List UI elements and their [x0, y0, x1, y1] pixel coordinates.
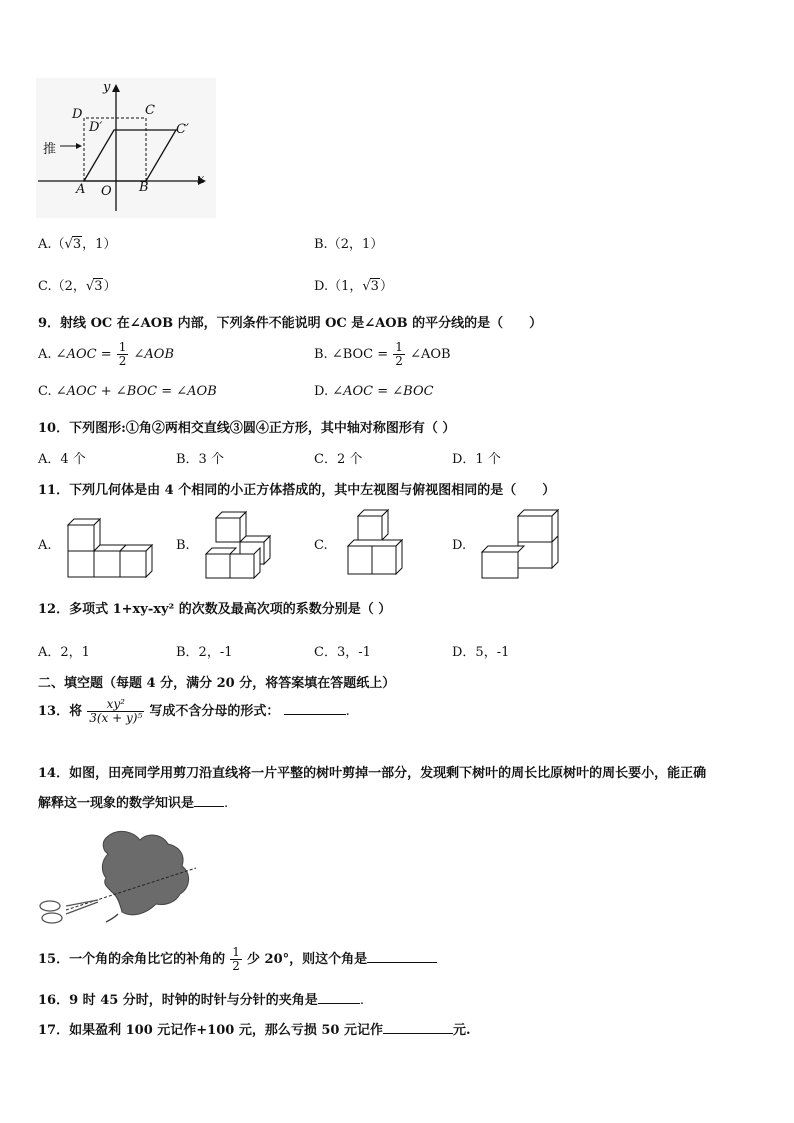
q14-line2: 解释这一现象的数学知识是 .: [38, 796, 229, 811]
leaf-scissors-figure: [36, 824, 206, 924]
q16: 16．9 时 45 分时，时钟的时针与分针的夹角是 .: [38, 993, 364, 1008]
label-C-prime: C′: [176, 122, 189, 137]
q16-answer-blank[interactable]: [318, 1003, 360, 1004]
q12-option-b[interactable]: B．2，-1: [176, 645, 233, 660]
label-D: D: [72, 107, 83, 122]
q14-line1: 14．如图，田亮同学用剪刀沿直线将一片平整的树叶剪掉一部分，发现剩下树叶的周长比原树叶的周长要小，能正确: [38, 766, 707, 781]
q15-answer-blank[interactable]: [367, 962, 437, 963]
q10-option-d[interactable]: D．1 个: [452, 452, 501, 467]
q8-option-d[interactable]: D.（1，√3）: [314, 279, 393, 294]
coordinate-figure: [36, 78, 216, 218]
q15: 15．一个角的余角比它的补角的 $\frac{1}{2}$ 少 20°，则这个角是: [38, 946, 437, 973]
cube-figure-d: [480, 508, 564, 580]
q9-option-c[interactable]: C. ∠AOC + ∠BOC = ∠AOB: [38, 384, 217, 399]
q13-answer-blank[interactable]: [284, 714, 346, 715]
q12-option-c[interactable]: C．3，-1: [314, 645, 371, 660]
q8-option-b[interactable]: B.（2，1）: [314, 237, 384, 252]
q12-option-d[interactable]: D．5，-1: [452, 645, 510, 660]
q8-option-c[interactable]: C.（2，√3）: [38, 279, 117, 294]
section-heading: 二、填空题（每题 4 分，满分 20 分，将答案填在答题纸上）: [38, 676, 396, 691]
q11-option-c[interactable]: C.: [314, 538, 328, 553]
q12-stem: 12．多项式 1+xy-xy² 的次数及最高次项的系数分别是（ ）: [38, 602, 392, 617]
q9-stem: 9．射线 OC 在∠AOB 内部，下列条件不能说明 OC 是∠AOB 的平分线的是（ ）: [38, 316, 543, 331]
label-A: A: [76, 182, 86, 197]
q9-option-a[interactable]: A. ∠AOC = $\frac{1}{2}$ ∠AOB: [38, 340, 175, 368]
q17: 17．如果盈利 100 元记作+100 元，那么亏损 50 元记作 元.: [38, 1023, 471, 1038]
label-x: x: [197, 172, 205, 187]
label-C: C: [145, 103, 155, 118]
q17-answer-blank[interactable]: [383, 1033, 453, 1034]
q10-option-c[interactable]: C．2 个: [314, 452, 363, 467]
cube-figure-b: [204, 510, 284, 580]
q12-option-a[interactable]: A．2，1: [38, 645, 90, 660]
q13: 13．将 $\frac{\text{xy²}}{\text{3(x + y)⁵}}$ 写成不含分母的形式： .: [38, 697, 350, 725]
q9-option-b[interactable]: B. ∠BOC = $\frac{1}{2}$ ∠AOB: [314, 340, 451, 368]
label-O: O: [101, 184, 112, 199]
cube-figure-c: [344, 508, 416, 580]
cube-figure-a: [66, 515, 166, 581]
q11-option-b[interactable]: B.: [176, 538, 190, 553]
label-y: y: [103, 80, 111, 95]
q10-option-a[interactable]: A．4 个: [38, 452, 86, 467]
q8-option-a[interactable]: A.（√3，1）: [38, 237, 117, 252]
q14-answer-blank[interactable]: [194, 806, 224, 807]
label-D-prime: D′: [89, 120, 103, 135]
q11-stem: 11．下列几何体是由 4 个相同的小正方体搭成的，其中左视图与俯视图相同的是（ ）: [38, 483, 556, 498]
q11-option-a[interactable]: A.: [38, 538, 52, 553]
label-B: B: [139, 180, 149, 195]
q11-option-d[interactable]: D.: [452, 538, 467, 553]
q10-stem: 10．下列图形:①角②两相交直线③圆④正方形，其中轴对称图形有（ ）: [38, 421, 456, 436]
q9-option-d[interactable]: D. ∠AOC = ∠BOC: [314, 384, 434, 399]
q10-option-b[interactable]: B．3 个: [176, 452, 224, 467]
label-push: 推: [43, 142, 57, 157]
